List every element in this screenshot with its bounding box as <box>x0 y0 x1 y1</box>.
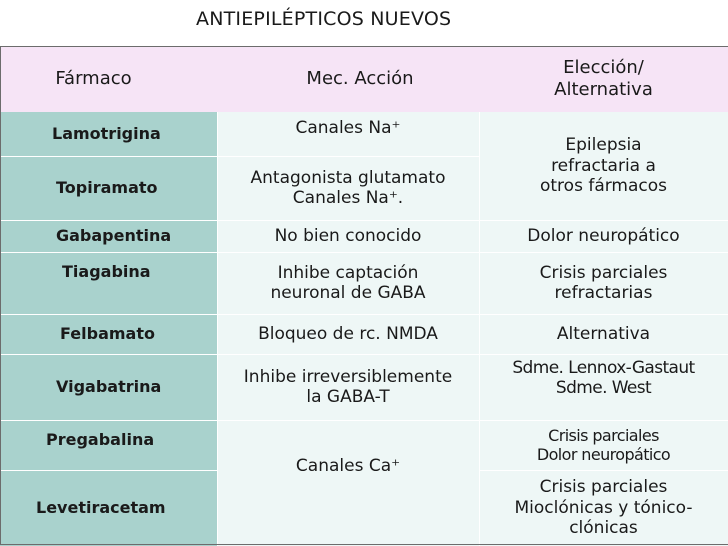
mec-felbamato-label: Bloqueo de rc. NMDA <box>258 323 438 344</box>
drug-pregabalina-label: Pregabalina <box>46 430 155 449</box>
mec-topiramato-line2: Canales Na⁺. <box>292 188 404 208</box>
uso-epilepsia-line1: Epilepsia <box>565 135 642 156</box>
table-border <box>0 46 728 545</box>
uso-epilepsia-line2: refractaria a <box>551 155 656 176</box>
uso-levetiracetam-line2: Mioclónicas y tónico- <box>514 497 693 518</box>
uso-vigabatrina-line1: Sdme. Lennox-Gastaut <box>512 358 695 378</box>
drug-tiagabina-label: Tiagabina <box>62 262 151 281</box>
mec-tiagabina-line2: neuronal de GABA <box>270 283 426 303</box>
mec-gabapentina-label: No bien conocido <box>274 225 422 246</box>
drug-gabapentina-label: Gabapentina <box>56 226 172 246</box>
uso-levetiracetam-line3: clónicas <box>569 518 638 539</box>
drug-levetiracetam-label: Levetiracetam <box>36 498 166 518</box>
header-farmaco-label: Fármaco <box>55 68 132 90</box>
uso-tiagabina-line2: refractarias <box>554 283 653 303</box>
drug-vigabatrina-label: Vigabatrina <box>56 377 162 397</box>
uso-felbamato-label: Alternativa <box>556 323 651 344</box>
drug-topiramato-label: Topiramato <box>56 178 158 198</box>
drug-felbamato-label: Felbamato <box>60 324 155 344</box>
uso-levetiracetam-line1: Crisis parciales <box>539 477 668 498</box>
header-eleccion-line2: Alternativa <box>554 79 653 100</box>
slide-title: ANTIEPILÉPTICOS NUEVOS <box>196 8 452 30</box>
mec-vigabatrina-line2: la GABA-T <box>306 387 390 407</box>
mec-vigabatrina-line1: Inhibe irreversiblemente <box>243 366 453 387</box>
uso-gabapentina-label: Dolor neuropático <box>527 225 680 246</box>
uso-pregabalina-line2: Dolor neuropático <box>536 445 671 464</box>
mec-canales-ca-label: Canales Ca⁺ <box>295 456 401 476</box>
drug-lamotrigina-label: Lamotrigina <box>52 124 161 144</box>
mec-topiramato-line1: Antagonista glutamato <box>250 167 446 188</box>
uso-epilepsia-line3: otros fármacos <box>539 176 668 197</box>
header-eleccion-line1: Elección/ <box>563 57 644 79</box>
uso-tiagabina-line1: Crisis parciales <box>539 262 668 283</box>
mec-lamotrigina-label: Canales Na⁺ <box>295 118 401 138</box>
uso-vigabatrina-line2: Sdme. West <box>555 378 652 399</box>
uso-pregabalina-line1: Crisis parciales <box>548 425 659 445</box>
mec-tiagabina-line1: Inhibe captación <box>277 262 419 283</box>
header-mecanismo-label: Mec. Acción <box>306 68 414 90</box>
